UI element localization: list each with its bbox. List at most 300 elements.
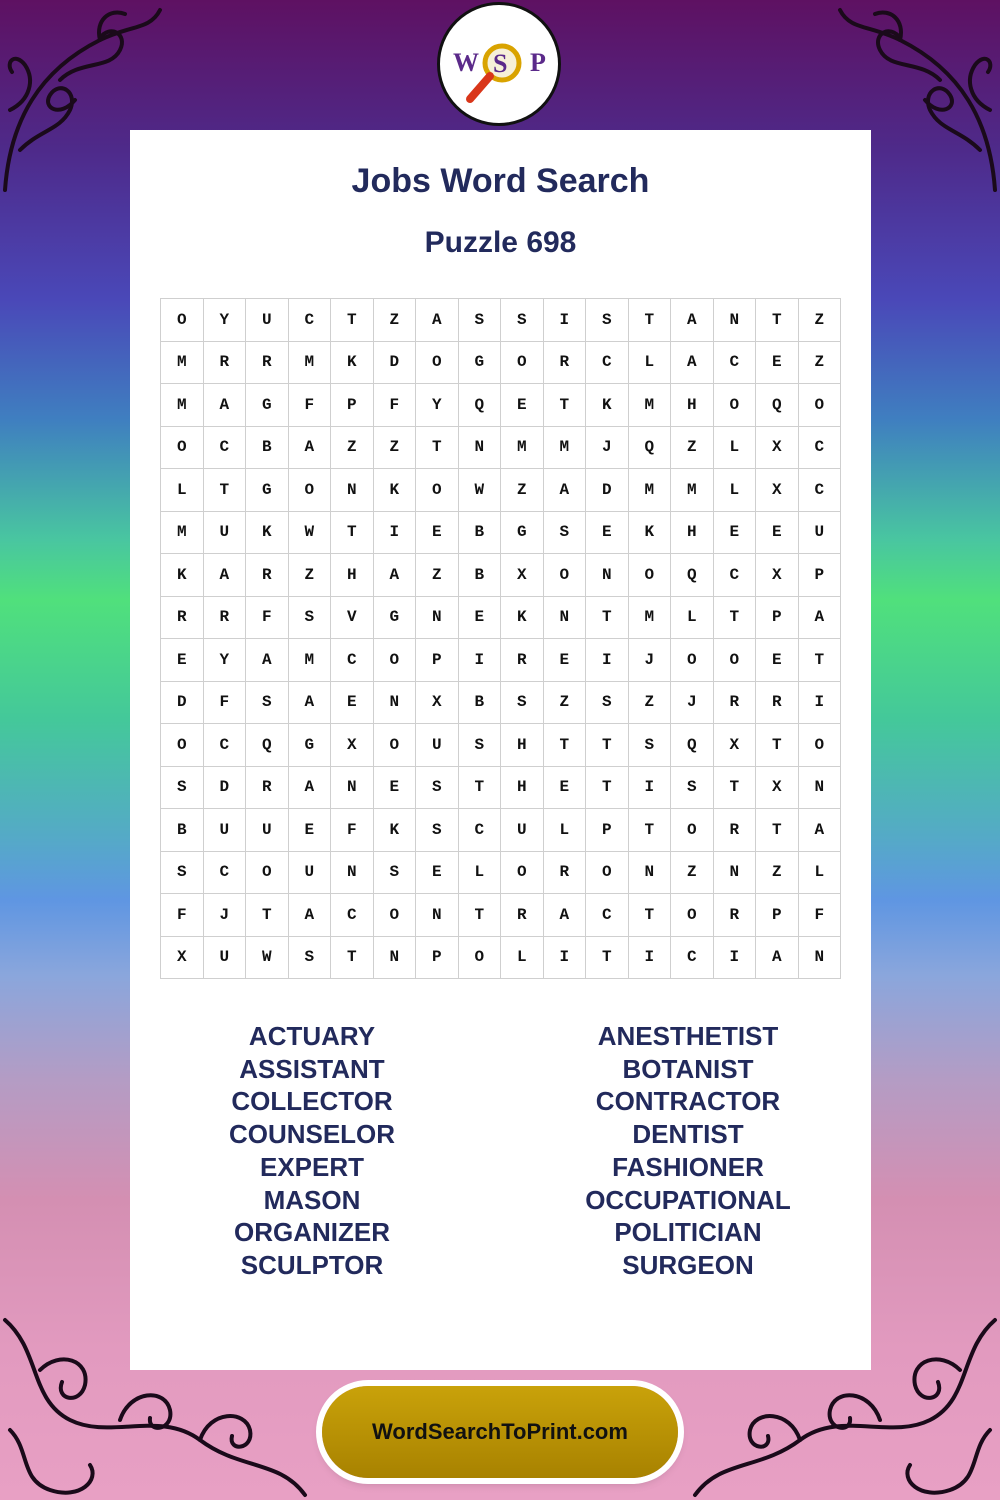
- grid-cell[interactable]: N: [373, 936, 416, 979]
- grid-cell[interactable]: A: [288, 426, 331, 469]
- grid-cell[interactable]: S: [458, 299, 501, 342]
- grid-cell[interactable]: F: [161, 894, 204, 937]
- wsp-logo: [437, 2, 561, 126]
- word-item: ANESTHETIST: [597, 1021, 779, 1051]
- grid-cell[interactable]: R: [501, 639, 544, 682]
- grid-cell[interactable]: N: [458, 426, 501, 469]
- grid-cell[interactable]: T: [458, 766, 501, 809]
- grid-row: [161, 936, 841, 979]
- grid-cell[interactable]: T: [331, 936, 374, 979]
- grid-cell[interactable]: S: [586, 681, 629, 724]
- grid-cell[interactable]: B: [246, 426, 289, 469]
- site-link-button[interactable]: WordSearchToPrint.com: [322, 1386, 678, 1478]
- grid-cell[interactable]: C: [331, 894, 374, 937]
- grid-cell[interactable]: S: [458, 724, 501, 767]
- grid-cell[interactable]: F: [373, 384, 416, 427]
- grid-cell[interactable]: A: [288, 766, 331, 809]
- grid-cell[interactable]: A: [288, 681, 331, 724]
- grid-cell[interactable]: Z: [543, 681, 586, 724]
- grid-cell[interactable]: A: [543, 894, 586, 937]
- grid-cell[interactable]: U: [203, 511, 246, 554]
- grid-row: [161, 299, 841, 342]
- grid-row: [161, 511, 841, 554]
- grid-cell[interactable]: U: [203, 936, 246, 979]
- grid-cell[interactable]: R: [756, 681, 799, 724]
- grid-cell[interactable]: E: [161, 639, 204, 682]
- grid-cell[interactable]: I: [628, 936, 671, 979]
- word-item: COLLECTOR: [231, 1086, 393, 1117]
- grid-cell[interactable]: A: [373, 554, 416, 597]
- grid-cell[interactable]: J: [586, 426, 629, 469]
- word-item: DENTIST: [632, 1119, 744, 1150]
- grid-cell[interactable]: H: [501, 766, 544, 809]
- grid-cell[interactable]: O: [458, 936, 501, 979]
- word-item: OCCUPATIONAL: [585, 1184, 791, 1215]
- grid-cell[interactable]: T: [586, 724, 629, 767]
- grid-cell[interactable]: Z: [756, 851, 799, 894]
- grid-cell[interactable]: P: [798, 554, 841, 597]
- grid-cell[interactable]: U: [501, 809, 544, 852]
- grid-cell[interactable]: F: [246, 596, 289, 639]
- grid-cell[interactable]: O: [671, 809, 714, 852]
- grid-cell[interactable]: G: [458, 341, 501, 384]
- grid-cell[interactable]: R: [246, 554, 289, 597]
- grid-row: [161, 384, 841, 427]
- word-item: EXPERT: [259, 1151, 365, 1182]
- grid-cell[interactable]: T: [586, 936, 629, 979]
- grid-row: [161, 596, 841, 639]
- grid-cell[interactable]: X: [756, 469, 799, 512]
- grid-cell[interactable]: Z: [798, 299, 841, 342]
- grid-cell[interactable]: T: [756, 809, 799, 852]
- logo-letter-p: P: [530, 48, 546, 77]
- grid-cell[interactable]: M: [288, 639, 331, 682]
- grid-cell[interactable]: L: [458, 851, 501, 894]
- grid-cell[interactable]: F: [798, 894, 841, 937]
- grid-cell[interactable]: V: [331, 596, 374, 639]
- grid-cell[interactable]: M: [501, 426, 544, 469]
- grid-cell[interactable]: E: [416, 511, 459, 554]
- grid-cell[interactable]: A: [798, 809, 841, 852]
- grid-cell[interactable]: A: [203, 384, 246, 427]
- grid-cell[interactable]: K: [331, 341, 374, 384]
- grid-cell[interactable]: O: [161, 426, 204, 469]
- grid-cell[interactable]: S: [543, 511, 586, 554]
- grid-cell[interactable]: R: [713, 894, 756, 937]
- grid-cell[interactable]: F: [331, 809, 374, 852]
- grid-cell[interactable]: N: [713, 851, 756, 894]
- grid-cell[interactable]: O: [501, 851, 544, 894]
- grid-cell[interactable]: G: [288, 724, 331, 767]
- grid-cell[interactable]: E: [756, 639, 799, 682]
- grid-cell[interactable]: I: [628, 766, 671, 809]
- grid-cell[interactable]: L: [713, 426, 756, 469]
- grid-cell[interactable]: O: [713, 384, 756, 427]
- grid-cell[interactable]: G: [501, 511, 544, 554]
- logo-letter-s: S: [493, 49, 508, 78]
- grid-row: [161, 554, 841, 597]
- grid-cell[interactable]: X: [756, 426, 799, 469]
- grid-row: [161, 724, 841, 767]
- grid-cell[interactable]: C: [203, 724, 246, 767]
- grid-cell[interactable]: S: [586, 299, 629, 342]
- grid-cell[interactable]: N: [416, 894, 459, 937]
- grid-cell[interactable]: K: [628, 511, 671, 554]
- grid-cell[interactable]: T: [586, 596, 629, 639]
- word-item: SURGEON: [622, 1249, 754, 1280]
- grid-cell[interactable]: C: [713, 554, 756, 597]
- grid-cell[interactable]: E: [756, 341, 799, 384]
- grid-cell[interactable]: Z: [798, 341, 841, 384]
- grid-cell[interactable]: U: [246, 299, 289, 342]
- grid-cell[interactable]: A: [246, 639, 289, 682]
- grid-cell[interactable]: G: [246, 469, 289, 512]
- grid-cell[interactable]: K: [161, 554, 204, 597]
- grid-cell[interactable]: S: [161, 766, 204, 809]
- grid-cell[interactable]: A: [756, 936, 799, 979]
- grid-cell[interactable]: N: [798, 766, 841, 809]
- grid-cell[interactable]: C: [288, 299, 331, 342]
- grid-cell[interactable]: O: [671, 894, 714, 937]
- grid-cell[interactable]: X: [161, 936, 204, 979]
- grid-cell[interactable]: C: [671, 936, 714, 979]
- grid-cell[interactable]: T: [756, 724, 799, 767]
- grid-cell[interactable]: H: [501, 724, 544, 767]
- grid-cell[interactable]: Q: [671, 724, 714, 767]
- grid-cell[interactable]: R: [501, 894, 544, 937]
- grid-cell[interactable]: C: [203, 426, 246, 469]
- grid-cell[interactable]: M: [161, 341, 204, 384]
- grid-cell[interactable]: Q: [756, 384, 799, 427]
- grid-cell[interactable]: M: [161, 384, 204, 427]
- grid-cell[interactable]: R: [543, 341, 586, 384]
- grid-cell[interactable]: C: [458, 809, 501, 852]
- grid-cell[interactable]: U: [246, 809, 289, 852]
- grid-cell[interactable]: M: [288, 341, 331, 384]
- grid-cell[interactable]: M: [161, 511, 204, 554]
- word-item: MASON: [263, 1184, 361, 1215]
- grid-cell[interactable]: E: [331, 681, 374, 724]
- grid-cell[interactable]: A: [288, 894, 331, 937]
- grid-cell[interactable]: X: [713, 724, 756, 767]
- grid-cell[interactable]: X: [331, 724, 374, 767]
- grid-cell[interactable]: A: [671, 341, 714, 384]
- grid-cell[interactable]: P: [756, 596, 799, 639]
- grid-cell[interactable]: A: [543, 469, 586, 512]
- grid-cell[interactable]: O: [373, 724, 416, 767]
- grid-row: [161, 894, 841, 937]
- grid-cell[interactable]: Z: [671, 426, 714, 469]
- grid-cell[interactable]: S: [416, 766, 459, 809]
- grid-cell[interactable]: J: [671, 681, 714, 724]
- word-item: ACTUARY: [248, 1021, 376, 1051]
- grid-cell[interactable]: H: [671, 384, 714, 427]
- grid-cell[interactable]: T: [543, 724, 586, 767]
- grid-cell[interactable]: S: [501, 681, 544, 724]
- grid-cell[interactable]: A: [203, 554, 246, 597]
- grid-cell[interactable]: E: [373, 766, 416, 809]
- grid-cell[interactable]: K: [373, 809, 416, 852]
- grid-cell[interactable]: R: [713, 681, 756, 724]
- grid-cell[interactable]: Z: [373, 426, 416, 469]
- grid-cell[interactable]: L: [628, 341, 671, 384]
- grid-cell[interactable]: S: [246, 681, 289, 724]
- grid-row: [161, 341, 841, 384]
- word-list-left: [127, 1020, 497, 1282]
- grid-cell[interactable]: S: [628, 724, 671, 767]
- grid-cell[interactable]: K: [501, 596, 544, 639]
- logo-letter-w: W: [453, 48, 479, 77]
- grid-cell[interactable]: T: [416, 426, 459, 469]
- grid-cell[interactable]: P: [416, 936, 459, 979]
- grid-cell[interactable]: O: [246, 851, 289, 894]
- grid-cell[interactable]: Z: [628, 681, 671, 724]
- grid-cell[interactable]: L: [713, 469, 756, 512]
- grid-cell[interactable]: Y: [203, 639, 246, 682]
- grid-cell[interactable]: B: [458, 511, 501, 554]
- grid-cell[interactable]: E: [288, 809, 331, 852]
- grid-cell[interactable]: N: [331, 766, 374, 809]
- grid-cell[interactable]: L: [798, 851, 841, 894]
- grid-cell[interactable]: E: [416, 851, 459, 894]
- grid-cell[interactable]: L: [671, 596, 714, 639]
- grid-cell[interactable]: I: [798, 681, 841, 724]
- puzzle-card: [130, 130, 871, 1370]
- grid-cell[interactable]: N: [628, 851, 671, 894]
- grid-cell[interactable]: T: [713, 766, 756, 809]
- grid-cell[interactable]: T: [331, 299, 374, 342]
- grid-cell[interactable]: N: [798, 936, 841, 979]
- word-item: SCULPTOR: [240, 1249, 384, 1280]
- grid-cell[interactable]: U: [416, 724, 459, 767]
- grid-cell[interactable]: S: [501, 299, 544, 342]
- grid-cell[interactable]: O: [501, 341, 544, 384]
- grid-cell[interactable]: Q: [246, 724, 289, 767]
- grid-cell[interactable]: A: [798, 596, 841, 639]
- grid-cell[interactable]: N: [416, 596, 459, 639]
- grid-cell[interactable]: F: [288, 384, 331, 427]
- word-item: ORGANIZER: [234, 1217, 390, 1248]
- grid-cell[interactable]: N: [713, 299, 756, 342]
- magnifier-icon: [440, 5, 558, 123]
- grid-cell[interactable]: I: [543, 936, 586, 979]
- grid-cell[interactable]: X: [416, 681, 459, 724]
- word-list-right: [503, 1020, 873, 1282]
- grid-cell[interactable]: T: [543, 384, 586, 427]
- page-title: Jobs Word Search: [351, 162, 650, 200]
- grid-cell[interactable]: Q: [458, 384, 501, 427]
- grid-cell[interactable]: U: [203, 809, 246, 852]
- grid-cell[interactable]: M: [628, 469, 671, 512]
- grid-cell[interactable]: B: [161, 809, 204, 852]
- letter-grid: [160, 298, 841, 979]
- grid-cell[interactable]: E: [543, 639, 586, 682]
- grid-cell[interactable]: O: [628, 554, 671, 597]
- grid-cell[interactable]: E: [458, 596, 501, 639]
- grid-cell[interactable]: T: [331, 511, 374, 554]
- grid-cell[interactable]: S: [373, 851, 416, 894]
- grid-cell[interactable]: S: [671, 766, 714, 809]
- grid-cell[interactable]: N: [331, 851, 374, 894]
- grid-cell[interactable]: D: [586, 469, 629, 512]
- grid-cell[interactable]: X: [756, 766, 799, 809]
- grid-cell[interactable]: Z: [373, 299, 416, 342]
- grid-cell[interactable]: S: [288, 596, 331, 639]
- grid-cell[interactable]: Y: [203, 299, 246, 342]
- grid-cell[interactable]: N: [373, 681, 416, 724]
- grid-cell[interactable]: S: [416, 809, 459, 852]
- grid-cell[interactable]: O: [416, 341, 459, 384]
- grid-cell[interactable]: S: [288, 936, 331, 979]
- grid-cell[interactable]: E: [713, 511, 756, 554]
- grid-cell[interactable]: O: [288, 469, 331, 512]
- grid-cell[interactable]: D: [373, 341, 416, 384]
- grid-cell[interactable]: E: [586, 511, 629, 554]
- grid-cell[interactable]: L: [161, 469, 204, 512]
- grid-cell[interactable]: P: [756, 894, 799, 937]
- grid-cell[interactable]: K: [246, 511, 289, 554]
- grid-cell[interactable]: O: [373, 639, 416, 682]
- puzzle-number: Puzzle 698: [424, 226, 577, 259]
- grid-cell[interactable]: T: [458, 894, 501, 937]
- grid-cell[interactable]: P: [331, 384, 374, 427]
- grid-cell[interactable]: W: [288, 511, 331, 554]
- grid-cell[interactable]: C: [713, 341, 756, 384]
- grid-cell[interactable]: N: [586, 554, 629, 597]
- grid-cell[interactable]: O: [798, 384, 841, 427]
- grid-cell[interactable]: A: [671, 299, 714, 342]
- grid-cell[interactable]: D: [203, 766, 246, 809]
- grid-cell[interactable]: U: [288, 851, 331, 894]
- grid-cell[interactable]: O: [798, 724, 841, 767]
- grid-cell[interactable]: M: [543, 426, 586, 469]
- grid-cell[interactable]: L: [543, 809, 586, 852]
- grid-cell[interactable]: X: [756, 554, 799, 597]
- grid-cell[interactable]: Y: [416, 384, 459, 427]
- grid-cell[interactable]: G: [373, 596, 416, 639]
- grid-cell[interactable]: I: [543, 299, 586, 342]
- grid-cell[interactable]: P: [586, 809, 629, 852]
- grid-cell[interactable]: T: [628, 299, 671, 342]
- word-item: CONTRACTOR: [595, 1086, 781, 1117]
- grid-cell[interactable]: J: [628, 639, 671, 682]
- grid-cell[interactable]: W: [458, 469, 501, 512]
- grid-cell[interactable]: O: [586, 851, 629, 894]
- grid-cell[interactable]: O: [373, 894, 416, 937]
- grid-cell[interactable]: R: [246, 766, 289, 809]
- grid-cell[interactable]: C: [586, 341, 629, 384]
- grid-cell[interactable]: C: [798, 426, 841, 469]
- grid-cell[interactable]: T: [798, 639, 841, 682]
- grid-row: [161, 469, 841, 512]
- grid-cell[interactable]: Z: [331, 426, 374, 469]
- grid-cell[interactable]: Q: [671, 554, 714, 597]
- word-item: BOTANIST: [622, 1053, 754, 1084]
- grid-cell[interactable]: F: [203, 681, 246, 724]
- grid-cell[interactable]: Z: [671, 851, 714, 894]
- grid-cell[interactable]: T: [628, 809, 671, 852]
- grid-cell[interactable]: H: [331, 554, 374, 597]
- grid-cell[interactable]: C: [586, 894, 629, 937]
- grid-cell[interactable]: I: [373, 511, 416, 554]
- grid-cell[interactable]: R: [203, 341, 246, 384]
- word-item: ASSISTANT: [239, 1053, 385, 1084]
- grid-cell[interactable]: O: [416, 469, 459, 512]
- grid-cell[interactable]: T: [586, 766, 629, 809]
- grid-row: [161, 426, 841, 469]
- grid-cell[interactable]: R: [543, 851, 586, 894]
- grid-cell[interactable]: M: [628, 596, 671, 639]
- grid-cell[interactable]: O: [713, 639, 756, 682]
- grid-cell[interactable]: D: [161, 681, 204, 724]
- grid-cell[interactable]: O: [161, 299, 204, 342]
- word-item: COUNSELOR: [228, 1119, 396, 1150]
- grid-cell[interactable]: E: [543, 766, 586, 809]
- grid-cell[interactable]: H: [671, 511, 714, 554]
- word-item: POLITICIAN: [614, 1217, 762, 1248]
- grid-cell[interactable]: R: [161, 596, 204, 639]
- grid-cell[interactable]: M: [671, 469, 714, 512]
- grid-row: [161, 766, 841, 809]
- grid-cell[interactable]: I: [586, 639, 629, 682]
- grid-cell[interactable]: R: [713, 809, 756, 852]
- grid-cell[interactable]: Q: [628, 426, 671, 469]
- grid-cell[interactable]: N: [543, 596, 586, 639]
- grid-cell[interactable]: M: [628, 384, 671, 427]
- grid-row: [161, 639, 841, 682]
- grid-cell[interactable]: I: [713, 936, 756, 979]
- grid-cell[interactable]: T: [756, 299, 799, 342]
- grid-cell[interactable]: L: [501, 936, 544, 979]
- grid-cell[interactable]: A: [416, 299, 459, 342]
- grid-cell[interactable]: E: [501, 384, 544, 427]
- grid-cell[interactable]: K: [373, 469, 416, 512]
- grid-cell[interactable]: O: [543, 554, 586, 597]
- grid-cell[interactable]: C: [331, 639, 374, 682]
- grid-cell[interactable]: S: [161, 851, 204, 894]
- grid-row: [161, 809, 841, 852]
- grid-cell[interactable]: C: [798, 469, 841, 512]
- grid-cell[interactable]: O: [161, 724, 204, 767]
- grid-cell[interactable]: Z: [501, 469, 544, 512]
- grid-cell[interactable]: P: [416, 639, 459, 682]
- grid-cell[interactable]: T: [246, 894, 289, 937]
- grid-cell[interactable]: J: [203, 894, 246, 937]
- grid-cell[interactable]: E: [756, 511, 799, 554]
- grid-cell[interactable]: G: [246, 384, 289, 427]
- grid-cell[interactable]: Z: [416, 554, 459, 597]
- grid-cell[interactable]: T: [628, 894, 671, 937]
- grid-cell[interactable]: T: [713, 596, 756, 639]
- grid-cell[interactable]: U: [798, 511, 841, 554]
- word-item: FASHIONER: [612, 1151, 764, 1182]
- grid-cell[interactable]: B: [458, 554, 501, 597]
- grid-cell[interactable]: R: [203, 596, 246, 639]
- grid-row: [161, 851, 841, 894]
- grid-cell[interactable]: N: [331, 469, 374, 512]
- grid-row: [161, 681, 841, 724]
- grid-cell[interactable]: K: [586, 384, 629, 427]
- grid-cell[interactable]: C: [203, 851, 246, 894]
- grid-cell[interactable]: T: [203, 469, 246, 512]
- grid-cell[interactable]: O: [671, 639, 714, 682]
- grid-cell[interactable]: I: [458, 639, 501, 682]
- grid-cell[interactable]: R: [246, 341, 289, 384]
- grid-cell[interactable]: W: [246, 936, 289, 979]
- grid-cell[interactable]: X: [501, 554, 544, 597]
- grid-cell[interactable]: Z: [288, 554, 331, 597]
- grid-cell[interactable]: B: [458, 681, 501, 724]
